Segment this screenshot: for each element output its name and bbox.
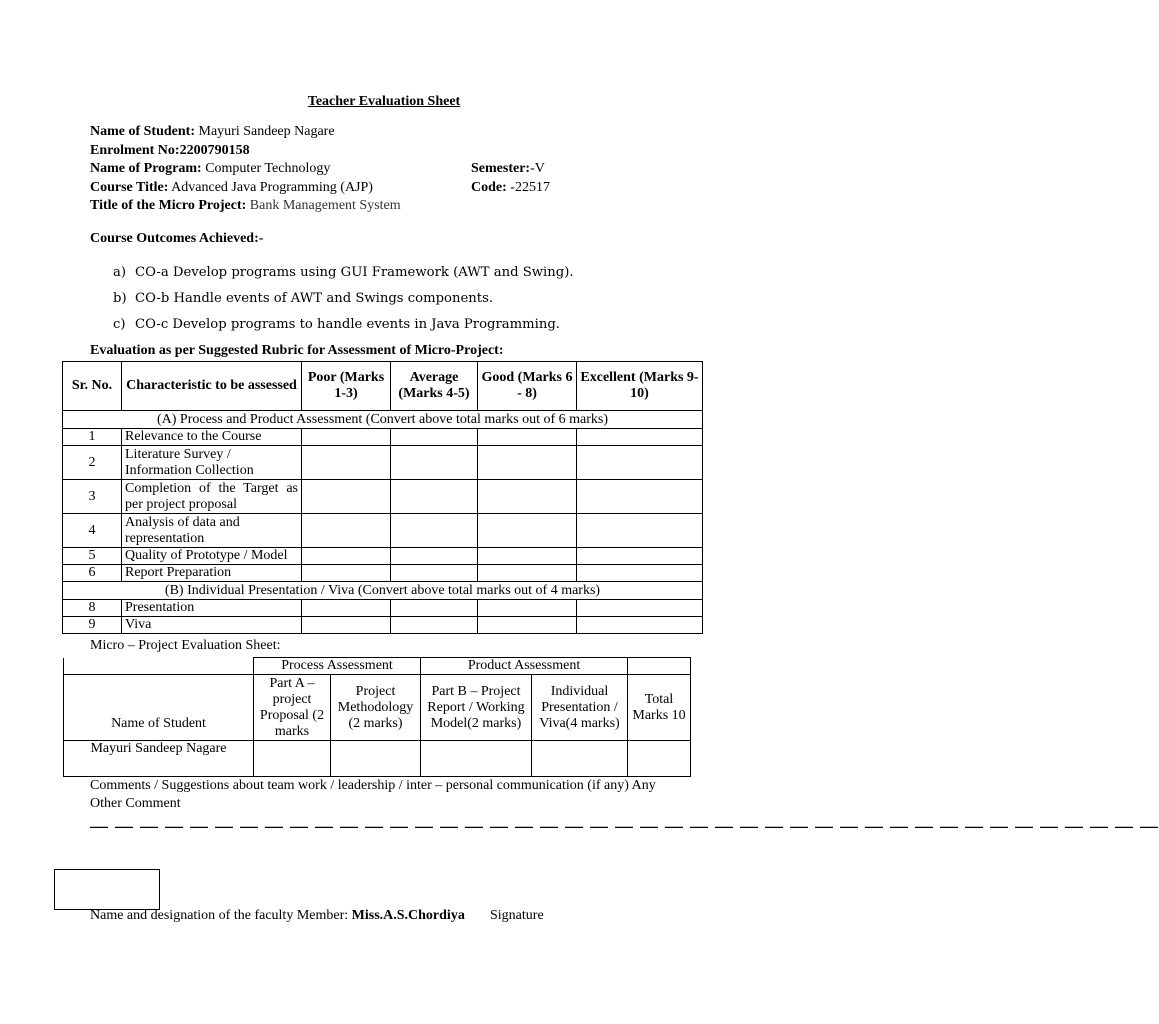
header-sr: Sr. No. [63,362,122,411]
section-a-label: (A) Process and Product Assessment (Convert above total marks out of 6 marks) [63,411,703,429]
faculty-name: Miss.A.S.Chordiya [351,908,465,923]
row-item: Completion of the Target as per project proposal [122,480,302,514]
marks-cell[interactable] [254,741,331,777]
outcome-marker: b) [113,291,127,306]
project-value: Bank Management System [249,198,401,214]
table-row [63,565,703,582]
score-cell[interactable] [391,617,478,634]
empty-header-cell [64,658,254,675]
course-meta [471,160,550,197]
score-cell[interactable] [577,600,703,617]
micro-evaluation-table [63,657,691,777]
stamp-box [54,869,160,910]
row-number: 8 [63,600,122,617]
table-row [63,480,703,514]
empty-header-cell [628,658,691,675]
course-value: Advanced Java Programming (AJP) [171,179,373,195]
row-number: 6 [63,565,122,582]
score-cell[interactable] [478,514,577,548]
score-cell[interactable] [478,429,577,446]
row-number: 1 [63,429,122,446]
score-cell[interactable] [302,600,391,617]
score-cell[interactable] [302,548,391,565]
table-row [63,514,703,548]
column-header-row [64,675,691,741]
score-cell[interactable] [302,565,391,582]
course-label: Course Title: [90,179,169,195]
score-cell[interactable] [302,617,391,634]
part-b-header: Part B – Project Report / Working Model(2 marks) [421,675,532,741]
header-excellent: Excellent (Marks 9-10) [577,362,703,411]
score-cell[interactable] [478,548,577,565]
score-cell[interactable] [391,429,478,446]
name-of-student-header: Name of Student [64,675,254,741]
section-a-row [63,411,703,429]
faculty-line [90,908,465,924]
score-cell[interactable] [577,446,703,480]
row-number: 2 [63,446,122,480]
score-cell[interactable] [478,565,577,582]
score-cell[interactable] [391,548,478,565]
code-row [471,179,550,198]
score-cell[interactable] [577,565,703,582]
score-cell[interactable] [391,600,478,617]
process-assessment-header: Process Assessment [254,658,421,675]
outcome-text: CO-a Develop programs using GUI Framework (AWT and Swing). [135,265,574,280]
student-name-label: Name of Student: [90,124,195,139]
row-item: Report Preparation [122,565,302,582]
student-info [90,123,401,216]
score-cell[interactable] [577,480,703,514]
enrolment-row [90,142,401,161]
table-row [63,600,703,617]
score-cell[interactable] [302,446,391,480]
score-cell[interactable] [577,548,703,565]
methodology-header: Project Methodology (2 marks) [331,675,421,741]
header-characteristic: Characteristic to be assessed [122,362,302,411]
project-label: Title of the Micro Project: [90,198,247,214]
total-header: Total Marks 10 [628,675,691,741]
row-item: Viva [122,617,302,634]
score-cell[interactable] [478,600,577,617]
program-label: Name of Program: [90,161,202,177]
rubric-heading: Evaluation as per Suggested Rubric for Assessment of Micro-Project: [90,343,504,358]
table-row [63,429,703,446]
marks-cell[interactable] [628,741,691,777]
student-name-cell: Mayuri Sandeep Nagare [64,741,254,777]
assessment-group-row [64,658,691,675]
score-cell[interactable] [478,446,577,480]
course-row [90,179,401,198]
score-cell[interactable] [478,480,577,514]
project-row [90,197,401,216]
score-cell[interactable] [577,429,703,446]
section-b-row [63,582,703,600]
outcomes-heading: Course Outcomes Achieved:- [90,231,264,246]
score-cell[interactable] [577,514,703,548]
comment-line[interactable]: — — — — — — — — — — — — — — — — — — — — — — — — — — — — — — — — — — — — — — — — — — — [90,816,1159,836]
score-cell[interactable] [302,514,391,548]
row-number: 4 [63,514,122,548]
row-number: 5 [63,548,122,565]
table-row [63,617,703,634]
code-label: Code: [471,179,507,195]
page-title: Teacher Evaluation Sheet [307,94,461,109]
header-good: Good (Marks 6 - 8) [478,362,577,411]
enrolment-label: Enrolment No: [90,142,180,158]
semester-row [471,160,550,179]
signature-label: Signature [490,908,544,923]
marks-cell[interactable] [532,741,628,777]
enrolment-value: 2200790158 [179,142,250,158]
part-a-header: Part A – project Proposal (2 marks [254,675,331,741]
score-cell[interactable] [391,446,478,480]
outcome-item [113,291,493,306]
outcome-marker: a) [113,265,127,280]
marks-cell[interactable] [421,741,532,777]
micro-sheet-label: Micro – Project Evaluation Sheet: [90,638,281,653]
header-poor: Poor (Marks 1-3) [302,362,391,411]
row-item: Analysis of data and representation [122,514,302,548]
product-assessment-header: Product Assessment [421,658,628,675]
score-cell[interactable] [391,565,478,582]
individual-header: Individual Presentation / Viva(4 marks) [532,675,628,741]
outcome-marker: c) [113,317,126,332]
outcome-item [113,265,574,280]
semester-value: -V [530,161,545,177]
score-cell[interactable] [391,514,478,548]
outcome-item [113,317,560,332]
score-cell[interactable] [391,480,478,514]
table-row [64,741,691,777]
score-cell[interactable] [478,617,577,634]
faculty-label: Name and designation of the faculty Member: [90,908,352,923]
student-name-row [90,123,401,142]
score-cell[interactable] [302,429,391,446]
row-item: Quality of Prototype / Model [122,548,302,565]
program-row [90,160,401,179]
student-name-value: Mayuri Sandeep Nagare [198,124,335,139]
score-cell[interactable] [302,480,391,514]
row-item: Presentation [122,600,302,617]
outcome-text: CO-c Develop programs to handle events in Java Programming. [135,317,560,332]
code-value: -22517 [510,179,550,195]
row-number: 9 [63,617,122,634]
row-item: Relevance to the Course [122,429,302,446]
comments-prompt: Comments / Suggestions about team work / leadership / inter – personal communication (if any) Any Other Comment [90,778,656,811]
section-b-label: (B) Individual Presentation / Viva (Convert above total marks out of 4 marks) [63,582,703,600]
score-cell[interactable] [577,617,703,634]
rubric-table [62,361,703,634]
program-value: Computer Technology [205,161,331,177]
semester-label: Semester: [471,161,531,177]
table-row [63,446,703,480]
rubric-header-row [63,362,703,411]
table-row [63,548,703,565]
marks-cell[interactable] [331,741,421,777]
header-average: Average (Marks 4-5) [391,362,478,411]
row-number: 3 [63,480,122,514]
row-item: Literature Survey / Information Collection [122,446,302,480]
outcome-text: CO-b Handle events of AWT and Swings components. [135,291,494,306]
